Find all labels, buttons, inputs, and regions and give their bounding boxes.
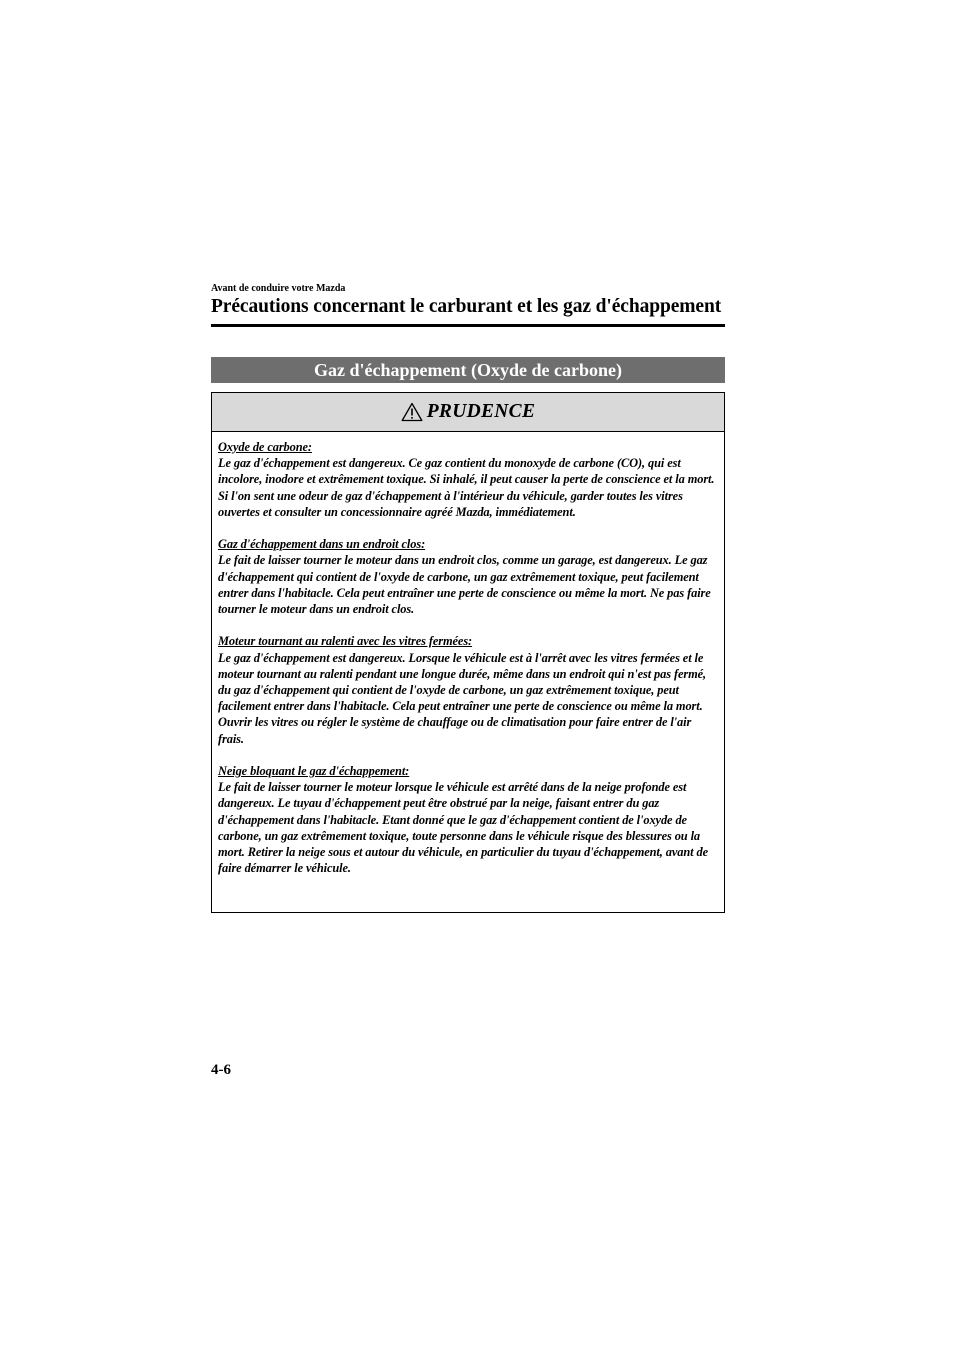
warning-triangle-icon <box>401 402 427 422</box>
caution-header <box>212 393 724 432</box>
section-title: Gaz d'échappement (Oxyde de carbone) <box>314 359 622 380</box>
caution-paragraph-snow <box>218 763 718 876</box>
title-divider <box>211 324 725 327</box>
paragraph-heading: Moteur tournant au ralenti avec les vitres fermées: <box>218 634 473 649</box>
paragraph-heading: Oxyde de carbone: <box>218 440 312 454</box>
caution-label: PRUDENCE <box>426 401 536 422</box>
paragraph-text: Le gaz d'échappement est dangereux. Ce gaz contient du monoxyde de carbone (CO), qui est incolore, inodore et extrêmement toxique. Si inhalé, il peut causer la perte de conscience et la mort. Si l'on sent une odeur de gaz d'échappement à l'intérieur du véhicule, garder toutes les vitres ouvertes et consulter un concessionnaire agréé Mazda, immédiatement. <box>218 456 715 519</box>
paragraph-heading: Gaz d'échappement dans un endroit clos: <box>218 537 426 552</box>
paragraph-text: Le fait de laisser tourner le moteur dans un endroit clos, comme un garage, est dangereux. Le gaz d'échappement qui contient de l'oxyde de carbone, un gaz extrêmement toxique, peut facilement entrer dans l'habitacle. Cela peut entraîner une perte de conscience ou même la mort. Ne pas faire tourner le moteur dans un endroit clos. <box>218 553 711 617</box>
page-number: 4-6 <box>211 1062 231 1078</box>
caution-paragraph-idling <box>218 633 718 746</box>
caution-paragraph-enclosed <box>218 536 718 617</box>
caution-body <box>212 432 724 876</box>
caution-paragraph-co <box>218 439 718 520</box>
section-header <box>211 357 725 383</box>
paragraph-text: Le gaz d'échappement est dangereux. Lorsque le véhicule est à l'arrêt avec les vitres fermées et le moteur tournant au ralenti pendant une longue durée, même dans un endroit qui n'est pas fermé, du gaz d'échappement qui contient de l'oxyde de carbone, un gaz extrêmement toxique, peut facilement entrer dans l'habitacle. Cela peut entraîner une perte de conscience ou même la mort. Ouvrir les vitres ou régler le système de chauffage ou de climatisation pour faire entrer de l'air frais. <box>218 650 707 746</box>
page-title: Précautions concernant le carburant et les gaz d'échappement <box>211 296 722 317</box>
chapter-label: Avant de conduire votre Mazda <box>211 283 346 294</box>
caution-box <box>211 392 725 913</box>
paragraph-text: Le fait de laisser tourner le moteur lorsque le véhicule est arrêté dans de la neige profonde est dangereux. Le tuyau d'échappement peut être obstrué par la neige, faisant entrer du gaz d'échappement dans l'habitacle. Etant donné que le gaz d'échappement contient de l'oxyde de carbone, un gaz extrêmement toxique, toute personne dans le véhicule risque des blessures ou la mort. Retirer la neige sous et autour du véhicule, en particulier du tuyau d'échappement, avant de faire démarrer le véhicule. <box>218 780 708 876</box>
paragraph-heading: Neige bloquant le gaz d'échappement: <box>218 764 410 779</box>
